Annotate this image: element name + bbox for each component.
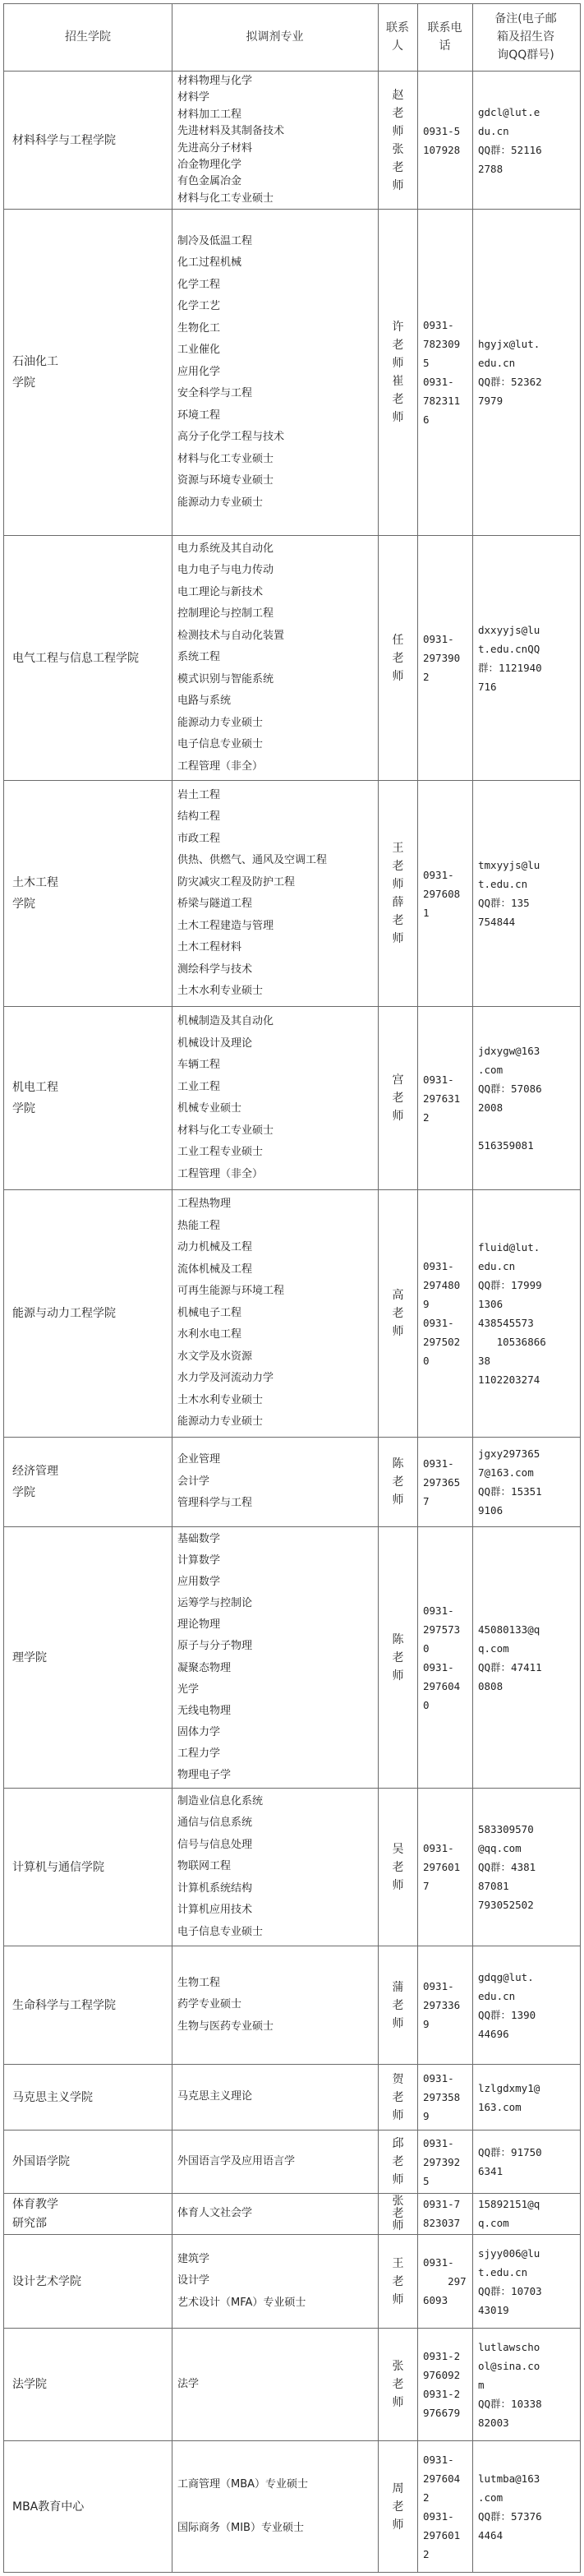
table-cell-wrap [172, 781, 378, 1006]
college-cell: 能源与动力工程学院 [12, 1307, 116, 1320]
table-cell-wrap [172, 2441, 378, 2572]
table-cell-wrap [172, 2194, 378, 2234]
table-cell-wrap [4, 2235, 172, 2328]
college-cell: 电气工程与信息工程学院 [12, 651, 139, 665]
table-cell-wrap [4, 210, 172, 535]
phone-cell: 0931-2 976092 0931-2 976679 [423, 2350, 461, 2419]
row-divider [3, 3, 581, 4]
phone-cell: 0931- 297631 2 [423, 1073, 461, 1124]
table-cell-wrap [418, 536, 472, 780]
table-cell-wrap [4, 2441, 172, 2572]
table-cell-wrap [4, 536, 172, 780]
majors-cell: 制造业信息化系统 通信与信息系统 信号与信息处理 物联网工程 计算机系统结构 计算机应用技术 电子信息专业硕士 [177, 1794, 264, 1938]
phone-cell: 0931- 297336 9 [423, 1980, 461, 2030]
table-cell-wrap [379, 2235, 417, 2328]
college-cell: 石油化工 学院 [12, 355, 58, 390]
table-cell-wrap [172, 2235, 378, 2328]
table-cell-wrap [418, 1190, 472, 1437]
table-cell-wrap [418, 2329, 472, 2440]
table-cell-wrap [473, 72, 580, 209]
table-cell-wrap [473, 2329, 580, 2440]
table-cell-wrap [418, 781, 472, 1006]
table-cell-wrap [473, 1007, 580, 1189]
majors-cell: 体育人文社会学 [177, 2207, 253, 2220]
table-cell-wrap [172, 1789, 378, 1946]
contact-cell: 贺 老 师 [392, 2072, 404, 2122]
table-cell-wrap [379, 2194, 417, 2234]
college-cell: 生命科学与工程学院 [12, 1998, 116, 2012]
table-cell-wrap [4, 2194, 172, 2234]
phone-cell: 0931- 782309 5 0931- 782311 6 [423, 319, 461, 426]
note-cell[interactable]: 15892151@q q.com [478, 2198, 540, 2229]
table-cell-wrap [418, 1438, 472, 1526]
table-cell-wrap [418, 2441, 472, 2572]
phone-cell: 0931- 297608 1 [423, 868, 461, 919]
majors-cell: 制冷及低温工程 化工过程机械 化学工程 化学工艺 生物化工 工业催化 应用化学 安全科学与工程 环境工程 高分子化学工程与技术 材料与化工专业硕士 资源与环境专业硕士 能源动力专业硕士 [177, 234, 285, 509]
table-cell-wrap [418, 1007, 472, 1189]
note-cell[interactable]: gdcl@lut.e du.cn QQ群：52116 2788 [478, 105, 542, 175]
table-cell-wrap [379, 536, 417, 780]
table-cell-wrap [418, 2065, 472, 2130]
table-cell-wrap [473, 1789, 580, 1946]
college-cell: 马克思主义学院 [12, 2090, 93, 2104]
table-cell-wrap [418, 1946, 472, 2064]
table-cell-wrap [172, 1007, 378, 1189]
table-cell-wrap [473, 1190, 580, 1437]
table-cell-wrap [473, 2131, 580, 2193]
note-cell[interactable]: lutlawscho ol@sina.co m QQ群：10338 82003 [478, 2340, 542, 2429]
phone-cell: 0931- 297573 0 0931- 297604 0 [423, 1604, 461, 1711]
table-cell-wrap [473, 1438, 580, 1526]
table-cell-wrap [4, 2329, 172, 2440]
header-phone: 联系电 话 [427, 21, 462, 53]
note-cell[interactable]: 583309570 @qq.com QQ群：4381 87081 793052502 [478, 1823, 536, 1911]
table-cell-wrap [379, 210, 417, 535]
college-cell: 理学院 [12, 1650, 47, 1664]
phone-cell: 0931-7 823037 [423, 2198, 461, 2229]
table-cell-wrap [172, 2329, 378, 2440]
table-cell-wrap [418, 210, 472, 535]
phone-cell: 0931- 297 6093 [423, 2256, 467, 2306]
table-cell-wrap [172, 2065, 378, 2130]
contact-cell: 王 老 师 薛 老 师 [392, 842, 404, 945]
table-cell-wrap [379, 1438, 417, 1526]
majors-cell: 材料物理与化学 材料学 材料加工工程 先进材料及其制备技术 先进高分子材料 冶金物理化学 有色金属冶金 材料与化工专业硕士 [177, 75, 285, 205]
table-cell-wrap [379, 1946, 417, 2064]
contact-cell: 吴 老 师 [392, 1842, 404, 1892]
note-cell[interactable]: tmxyyjs@lu t.edu.cn QQ群：135 754844 [478, 859, 540, 928]
header-note: 备注(电子邮 箱及招生咨 询QQ群号) [494, 12, 557, 62]
contact-cell: 陈 老 师 [392, 1457, 404, 1507]
majors-cell: 电力系统及其自动化 电力电子与电力传动 电工理论与新技术 控制理论与控制工程 检测技术与自动化装置 系统工程 模式识别与智能系统 电路与系统 能源动力专业硕士 电子信息专业硕士 工程管理（非全） [177, 542, 285, 773]
table-cell-wrap [379, 1190, 417, 1437]
table-cell-wrap [473, 781, 580, 1006]
table-cell-wrap [473, 1527, 580, 1788]
phone-cell: 0931- 297480 9 0931- 297502 0 [423, 1260, 461, 1367]
table-cell-wrap [418, 2131, 472, 2193]
college-cell: 土木工程 学院 [12, 876, 58, 911]
college-cell: 机电工程 学院 [12, 1081, 58, 1115]
table-cell-wrap [379, 1007, 417, 1189]
table-cell-wrap [379, 1527, 417, 1788]
phone-cell: 0931-5 107928 [423, 124, 461, 156]
phone-cell: 0931- 297358 9 [423, 2072, 461, 2122]
note-cell[interactable]: sjyy006@lu t.edu.cn QQ群：10703 43019 [478, 2246, 542, 2316]
table-cell-wrap [172, 2131, 378, 2193]
table-cell-wrap [172, 1438, 378, 1526]
header-contact: 联系 人 [386, 21, 409, 53]
note-cell[interactable]: jdxygw@163 .com QQ群：57086 2008 516359081 [478, 1045, 542, 1152]
college-cell: 材料科学与工程学院 [12, 133, 116, 147]
note-cell[interactable]: QQ群：91750 6341 [478, 2146, 542, 2177]
contact-cell: 王 老 师 [392, 2256, 404, 2306]
header-majors: 拟调剂专业 [246, 30, 304, 44]
table-cell-wrap [473, 1946, 580, 2064]
table-cell-wrap [379, 2131, 417, 2193]
table-cell-wrap [418, 2194, 472, 2234]
majors-cell: 法学 [177, 2377, 200, 2390]
table-cell-wrap [4, 1946, 172, 2064]
note-cell[interactable]: 45080133@q q.com QQ群：47411 0808 [478, 1623, 542, 1692]
contact-cell: 蒲 老 师 [392, 1980, 404, 2030]
majors-cell: 基础数学 计算数学 应用数学 运筹学与控制论 理论物理 原子与分子物理 凝聚态物理 光学 无线电物理 固体力学 工程力学 物理电子学 [177, 1533, 253, 1781]
table-cell-wrap [4, 1527, 172, 1788]
table-cell-wrap [172, 1527, 378, 1788]
table-cell-wrap [172, 210, 378, 535]
note-cell[interactable]: fluid@lut. edu.cn QQ群：17999 1306 438545573 10536866 38 1102203274 [478, 1241, 546, 1386]
contact-cell: 陈 老 师 [392, 1632, 404, 1683]
contact-cell: 张 老 师 [392, 2195, 404, 2232]
table-cell-wrap [418, 2235, 472, 2328]
note-cell[interactable]: gdqg@lut. edu.cn QQ群：1390 44696 [478, 1970, 536, 2040]
contact-cell: 许 老 师 崔 老 师 [392, 321, 404, 424]
college-cell: MBA教育中心 [12, 2500, 85, 2514]
table-cell-wrap [172, 72, 378, 209]
table-cell-wrap [172, 1946, 378, 2064]
table-cell-wrap [473, 536, 580, 780]
majors-cell: 工商管理（MBA）专业硕士 国际商务（MIB）专业硕士 [177, 2477, 309, 2534]
table-cell-wrap [4, 1789, 172, 1946]
table-cell-wrap [4, 2065, 172, 2130]
header-college: 招生学院 [65, 30, 111, 44]
table-cell-wrap [379, 2065, 417, 2130]
note-cell[interactable]: hgyjx@lut. edu.cn QQ群：52362 7979 [478, 338, 542, 407]
table-cell-wrap [473, 2235, 580, 2328]
majors-cell: 机械制造及其自动化 机械设计及理论 车辆工程 工业工程 机械专业硕士 材料与化工专业硕士 工业工程专业硕士 工程管理（非全） [177, 1015, 274, 1180]
contact-cell: 宫 老 师 [392, 1073, 404, 1123]
college-cell: 体育教学 研究部 [12, 2198, 58, 2230]
table-cell-wrap [379, 1789, 417, 1946]
table-cell-wrap [172, 1190, 378, 1437]
phone-cell: 0931- 297392 5 [423, 2136, 461, 2187]
table-cell-wrap [4, 1190, 172, 1437]
contact-cell: 赵 老 师 张 老 师 [392, 88, 404, 192]
college-cell: 经济管理 学院 [12, 1465, 58, 1499]
table-cell-wrap [418, 1789, 472, 1946]
college-cell: 法学院 [12, 2378, 47, 2391]
contact-cell: 周 老 师 [392, 2481, 404, 2532]
note-cell[interactable]: lzlgdxmy1@ 163.com [478, 2081, 540, 2113]
college-cell: 外国语学院 [12, 2155, 70, 2168]
majors-cell: 生物工程 药学专业硕士 生物与医药专业硕士 [177, 1976, 274, 2033]
majors-cell: 马克思主义理论 [177, 2090, 253, 2103]
table-cell-wrap [473, 2441, 580, 2572]
phone-cell: 0931- 297390 2 [423, 633, 461, 683]
table-cell-wrap [379, 781, 417, 1006]
college-cell: 计算机与通信学院 [12, 1860, 104, 1874]
table-cell-wrap [4, 1438, 172, 1526]
majors-cell: 岩土工程 结构工程 市政工程 供热、供燃气、通风及空调工程 防灾减灾工程及防护工程 桥梁与隧道工程 土木工程建造与管理 土木工程材料 测绘科学与技术 土木水利专业硕士 [177, 788, 328, 997]
contact-cell: 高 老 师 [392, 1289, 404, 1338]
table-cell-wrap [473, 2194, 580, 2234]
contact-cell: 张 老 师 [392, 2360, 404, 2409]
table-cell-wrap [418, 1527, 472, 1788]
note-cell[interactable]: lutmba@163 .com QQ群：57376 4464 [478, 2472, 542, 2541]
table-cell-wrap [4, 72, 172, 209]
phone-cell: 0931- 297604 2 0931- 297601 2 [423, 2453, 461, 2560]
table-cell-wrap [473, 2065, 580, 2130]
contact-cell: 任 老 师 [392, 633, 404, 683]
table-cell-wrap [473, 210, 580, 535]
table-cell-wrap [4, 1007, 172, 1189]
majors-cell: 企业管理 会计学 管理科学与工程 [177, 1453, 253, 1510]
phone-cell: 0931- 297365 7 [423, 1457, 461, 1507]
table-cell-wrap [172, 536, 378, 780]
note-cell[interactable]: dxxyyjs@lu t.edu.cnQQ 群：1121940 716 [478, 623, 542, 693]
majors-cell: 工程热物理 热能工程 动力机械及工程 流体机械及工程 可再生能源与环境工程 机械电子工程 水利水电工程 水文学及水资源 水力学及河流动力学 土木水利专业硕士 能源动力专业硕士 [177, 1198, 285, 1429]
college-cell: 设计艺术学院 [12, 2274, 81, 2288]
majors-cell: 建筑学 设计学 艺术设计（MFA）专业硕士 [177, 2252, 306, 2309]
table-cell-wrap [379, 72, 417, 209]
table-cell-wrap [379, 2441, 417, 2572]
column-divider [580, 3, 581, 2573]
table-cell-wrap [418, 72, 472, 209]
majors-cell: 外国语言学及应用语言学 [177, 2154, 296, 2167]
table-cell-wrap [379, 2329, 417, 2440]
phone-cell: 0931- 297601 7 [423, 1842, 461, 1892]
row-divider [3, 2572, 581, 2573]
note-cell[interactable]: jgxy297365 7@163.com QQ群：15351 9106 [478, 1447, 542, 1517]
table-cell-wrap [4, 781, 172, 1006]
table-cell-wrap [4, 2131, 172, 2193]
contact-cell: 邱 老 师 [392, 2137, 404, 2186]
